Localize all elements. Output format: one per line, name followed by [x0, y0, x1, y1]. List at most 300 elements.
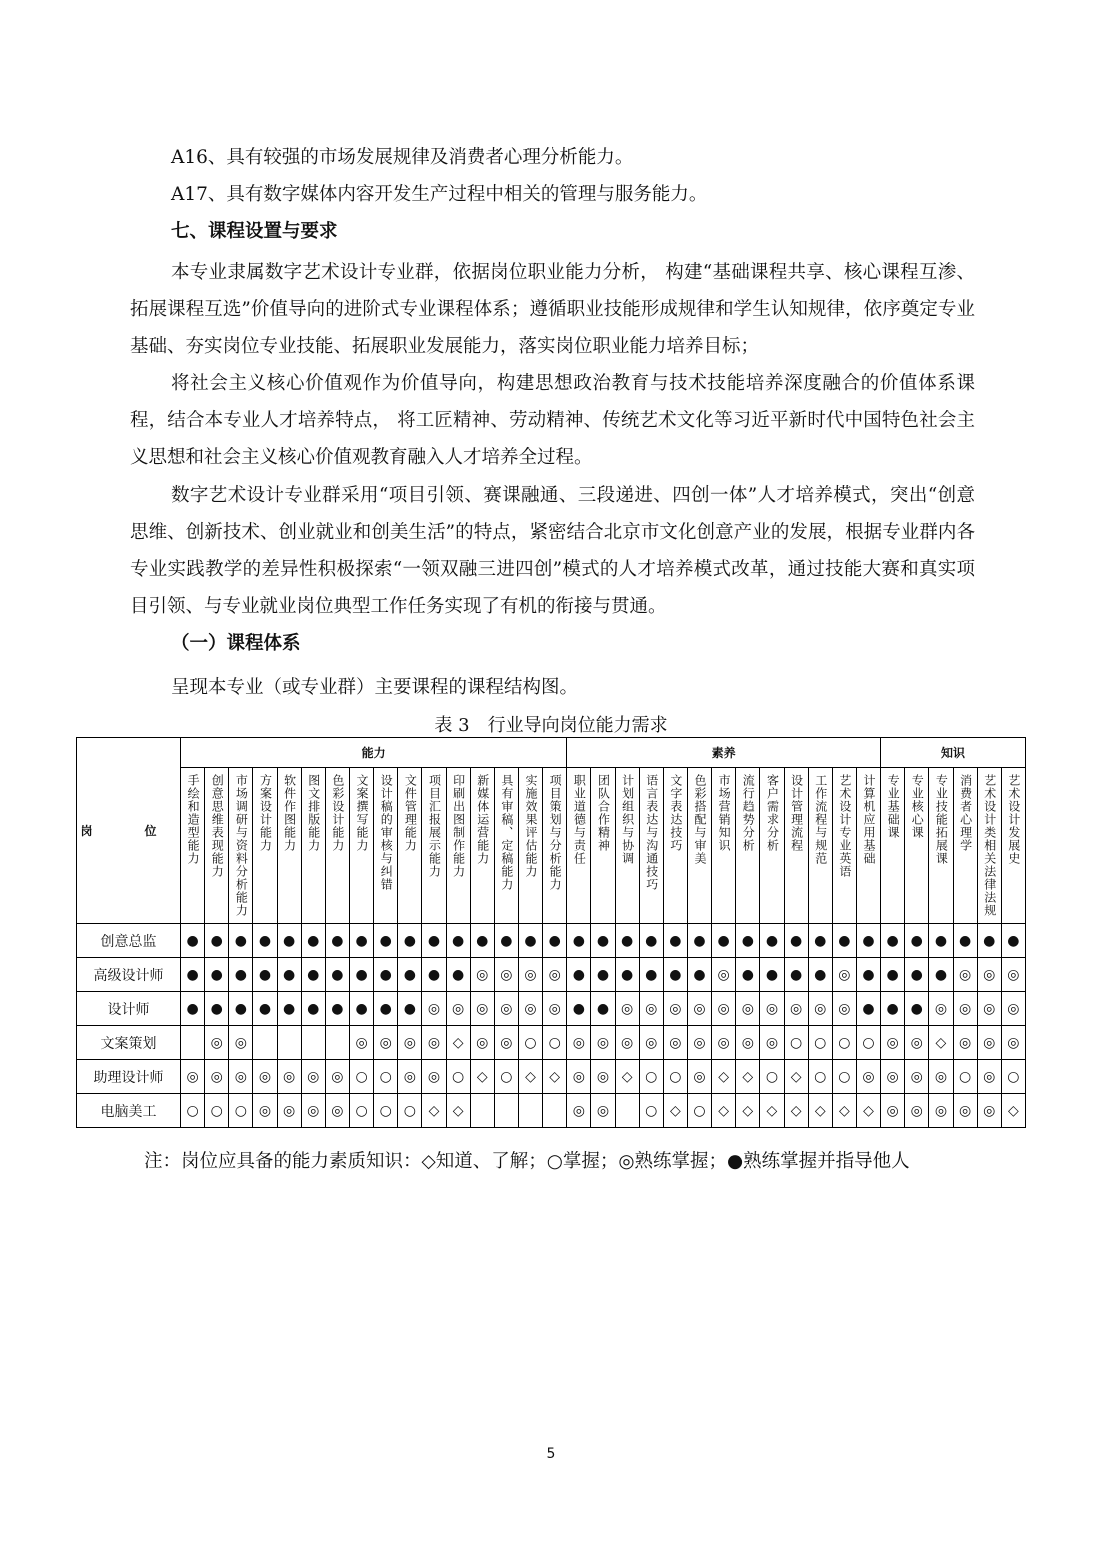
mark-cell: ◎ — [905, 1060, 929, 1094]
column-label: 项目策划与分析能力 — [548, 774, 563, 891]
mark-cell: ○ — [494, 1060, 518, 1094]
mark-cell: ◎ — [301, 1094, 325, 1128]
mark-cell: ◎ — [615, 1026, 639, 1060]
mark-cell: ◇ — [712, 1094, 736, 1128]
mark-cell: ◎ — [349, 1026, 373, 1060]
column-label: 客户需求分析 — [765, 774, 780, 852]
mark-cell: ○ — [374, 1094, 398, 1128]
column-label: 创意思维表现能力 — [210, 774, 225, 878]
mark-cell: ◇ — [760, 1094, 784, 1128]
column-header — [446, 768, 470, 924]
column-label: 手绘和造型能力 — [186, 774, 201, 865]
mark-cell: ◎ — [494, 958, 518, 992]
mark-cell: ● — [422, 958, 446, 992]
mark-cell: ◎ — [687, 992, 711, 1026]
mark-cell: ○ — [832, 1026, 856, 1060]
mark-cell: ● — [1001, 924, 1025, 958]
column-label: 具有审稿、定稿能力 — [499, 774, 514, 891]
mark-cell: ○ — [639, 1094, 663, 1128]
mark-cell: ◎ — [1001, 992, 1025, 1026]
mark-cell: ◇ — [784, 1094, 808, 1128]
mark-cell: ◇ — [784, 1060, 808, 1094]
mark-cell: ● — [929, 958, 953, 992]
mark-cell: ● — [446, 924, 470, 958]
mark-cell: ◎ — [591, 1094, 615, 1128]
column-header — [687, 768, 711, 924]
mark-cell: ◎ — [953, 992, 977, 1026]
mark-cell: ● — [977, 924, 1001, 958]
mark-cell: ● — [181, 992, 205, 1026]
mark-cell: ◇ — [1001, 1094, 1025, 1128]
ability-table — [76, 737, 1026, 1128]
mark-cell: ○ — [229, 1094, 253, 1128]
mark-cell: ◎ — [325, 1060, 349, 1094]
mark-cell: ● — [663, 924, 687, 958]
column-label: 实施效果评估能力 — [524, 774, 539, 878]
mark-cell: ◎ — [929, 1094, 953, 1128]
column-label: 计划组织与协调 — [620, 774, 635, 865]
mark-cell: ◎ — [977, 1094, 1001, 1128]
mark-cell: ● — [205, 924, 229, 958]
group-ability-header: 能力 — [181, 738, 567, 768]
mark-cell: ◎ — [639, 1026, 663, 1060]
mark-cell: ○ — [205, 1094, 229, 1128]
mark-cell: ○ — [398, 1094, 422, 1128]
column-header — [253, 768, 277, 924]
mark-cell: ● — [446, 958, 470, 992]
mark-cell: ◎ — [905, 1094, 929, 1128]
mark-cell: ◎ — [253, 1060, 277, 1094]
mark-cell: ◎ — [760, 992, 784, 1026]
mark-cell: ◇ — [543, 1060, 567, 1094]
mark-cell: ◎ — [591, 1060, 615, 1094]
mark-cell: ● — [784, 924, 808, 958]
mark-cell: ◎ — [181, 1060, 205, 1094]
column-header — [349, 768, 373, 924]
paragraph-2: 将社会主义核心价值观作为价值导向，构建思想政治教育与技术技能培养深度融合的价值体系课程，结合本专业人才培养特点， 将工匠精神、劳动精神、传统艺术文化等习近平新时代中国特色社会主义思想和社会主义核心价值观教育融入人才培养全过程。 — [130, 373, 975, 468]
mark-cell: ● — [736, 958, 760, 992]
mark-cell: ◎ — [301, 1060, 325, 1094]
mark-cell: ◎ — [881, 1060, 905, 1094]
column-label: 项目汇报展示能力 — [427, 774, 442, 878]
column-label: 色彩搭配与审美 — [693, 774, 708, 865]
mark-cell: ◎ — [808, 992, 832, 1026]
mark-cell: ◎ — [518, 992, 542, 1026]
mark-cell: ◎ — [905, 1026, 929, 1060]
mark-cell: ● — [567, 992, 591, 1026]
mark-cell: ◎ — [422, 992, 446, 1026]
mark-cell: ◎ — [422, 1026, 446, 1060]
column-label: 消费者心理学 — [958, 774, 973, 852]
column-header — [470, 768, 494, 924]
column-header — [277, 768, 301, 924]
mark-cell: ◎ — [712, 1026, 736, 1060]
column-label: 专业核心课 — [910, 774, 925, 839]
mark-cell: ◎ — [277, 1094, 301, 1128]
mark-cell — [543, 1094, 567, 1128]
mark-cell: ○ — [953, 1060, 977, 1094]
column-label: 印刷出图制作能力 — [451, 774, 466, 878]
mark-cell: ● — [905, 924, 929, 958]
page-number: 5 — [546, 1446, 556, 1462]
mark-cell: ◎ — [736, 1026, 760, 1060]
column-header — [784, 768, 808, 924]
mark-cell: ● — [567, 924, 591, 958]
mark-cell: ○ — [832, 1060, 856, 1094]
column-label: 图文排版能力 — [306, 774, 321, 852]
mark-cell: ● — [543, 924, 567, 958]
mark-cell: ◇ — [736, 1094, 760, 1128]
mark-cell: ◎ — [470, 1026, 494, 1060]
mark-cell: ○ — [518, 1026, 542, 1060]
mark-cell: ● — [856, 992, 880, 1026]
mark-cell — [518, 1094, 542, 1128]
mark-cell: ◎ — [856, 1060, 880, 1094]
item-a17: A17、具有数字媒体内容开发生产过程中相关的管理与服务能力。 — [171, 184, 708, 205]
column-label: 艺术设计类相关法律法规 — [982, 774, 997, 917]
mark-cell: ◎ — [953, 958, 977, 992]
column-header — [760, 768, 784, 924]
post-cell: 文案策划 — [77, 1026, 181, 1060]
mark-cell: ◎ — [205, 1026, 229, 1060]
mark-cell: ◎ — [953, 1094, 977, 1128]
mark-cell: ◎ — [977, 1060, 1001, 1094]
mark-cell: ◇ — [736, 1060, 760, 1094]
column-header — [205, 768, 229, 924]
mark-cell: ● — [760, 958, 784, 992]
mark-cell: ○ — [349, 1094, 373, 1128]
mark-cell: ● — [615, 958, 639, 992]
mark-cell: ◎ — [543, 958, 567, 992]
column-header — [929, 768, 953, 924]
mark-cell: ○ — [760, 1060, 784, 1094]
mark-cell: ● — [567, 958, 591, 992]
column-header — [977, 768, 1001, 924]
mark-cell: ● — [422, 924, 446, 958]
mark-cell: ● — [229, 958, 253, 992]
mark-cell: ● — [760, 924, 784, 958]
mark-cell: ● — [253, 924, 277, 958]
column-label: 专业基础课 — [886, 774, 901, 839]
paragraph-3: 数字艺术设计专业群采用“项目引领、赛课融通、三段递进、四创一体”人才培养模式，突出“创意思维、创新技术、创业就业和创美生活”的特点，紧密结合北京市文化创意产业的发展，根据专业群内各专业实践教学的差异性积极探索“一领双融三进四创”模式的人才培养模式改革，通过技能大赛和真实项目引领、与专业就业岗位典型工作任务实现了有机的衔接与贯通。 — [130, 485, 975, 617]
table-row — [77, 1026, 1026, 1060]
mark-cell: ◎ — [253, 1094, 277, 1128]
subsection-text: 呈现本专业（或专业群）主要课程的课程结构图。 — [171, 677, 579, 698]
column-header — [398, 768, 422, 924]
mark-cell: ◇ — [446, 1094, 470, 1128]
table-row — [77, 1060, 1026, 1094]
column-label: 设计管理流程 — [789, 774, 804, 852]
mark-cell — [253, 1026, 277, 1060]
mark-cell: ○ — [663, 1060, 687, 1094]
column-header — [881, 768, 905, 924]
mark-cell: ◇ — [663, 1094, 687, 1128]
mark-cell: ● — [736, 924, 760, 958]
subsection-heading: （一）课程体系 — [171, 633, 301, 654]
table-row — [77, 958, 1026, 992]
mark-cell — [615, 1094, 639, 1128]
mark-cell: ◎ — [832, 992, 856, 1026]
mark-cell: ● — [808, 924, 832, 958]
column-header — [422, 768, 446, 924]
column-label: 色彩设计能力 — [330, 774, 345, 852]
column-label: 艺术设计专业英语 — [837, 774, 852, 878]
column-header — [494, 768, 518, 924]
mark-cell: ● — [494, 924, 518, 958]
mark-cell: ● — [301, 958, 325, 992]
mark-cell: ● — [953, 924, 977, 958]
item-a16: A16、具有较强的市场发展规律及消费者心理分析能力。 — [171, 147, 634, 168]
mark-cell: ● — [181, 924, 205, 958]
mark-cell: ● — [205, 992, 229, 1026]
column-label: 团队合作精神 — [596, 774, 611, 852]
mark-cell: ◎ — [663, 1026, 687, 1060]
mark-cell: ◇ — [808, 1094, 832, 1128]
mark-cell: ○ — [639, 1060, 663, 1094]
mark-cell: ● — [687, 924, 711, 958]
mark-cell: ● — [687, 958, 711, 992]
mark-cell: ● — [905, 958, 929, 992]
mark-cell: ◎ — [1001, 958, 1025, 992]
column-header — [567, 768, 591, 924]
mark-cell: ○ — [808, 1060, 832, 1094]
mark-cell: ● — [881, 958, 905, 992]
mark-cell: ○ — [856, 1026, 880, 1060]
column-label: 方案设计能力 — [258, 774, 273, 852]
column-header — [543, 768, 567, 924]
column-label: 专业技能拓展课 — [934, 774, 949, 865]
column-label: 文案撰写能力 — [355, 774, 370, 852]
mark-cell: ● — [470, 924, 494, 958]
mark-cell: ● — [229, 924, 253, 958]
column-label: 新媒体运营能力 — [475, 774, 490, 865]
mark-cell: ◎ — [205, 1060, 229, 1094]
mark-cell: ◇ — [832, 1094, 856, 1128]
mark-cell: ● — [301, 992, 325, 1026]
mark-cell: ○ — [374, 1060, 398, 1094]
mark-cell: ◎ — [929, 992, 953, 1026]
post-header: 岗 位 — [77, 738, 181, 924]
mark-cell: ○ — [808, 1026, 832, 1060]
mark-cell: ◎ — [687, 1060, 711, 1094]
mark-cell: ◎ — [229, 1060, 253, 1094]
mark-cell: ◎ — [929, 1060, 953, 1094]
section-heading: 七、课程设置与要求 — [171, 221, 338, 242]
mark-cell: ● — [784, 958, 808, 992]
mark-cell: ◎ — [977, 1026, 1001, 1060]
mark-cell: ◎ — [591, 1026, 615, 1060]
mark-cell: ● — [929, 924, 953, 958]
column-label: 软件作图能力 — [282, 774, 297, 852]
mark-cell: ◎ — [712, 992, 736, 1026]
table-row — [77, 1094, 1026, 1128]
mark-cell: ◎ — [687, 1026, 711, 1060]
column-label: 文字表达技巧 — [668, 774, 683, 852]
mark-cell — [181, 1026, 205, 1060]
mark-cell: ● — [374, 924, 398, 958]
column-header — [712, 768, 736, 924]
mark-cell: ○ — [543, 1026, 567, 1060]
post-cell: 电脑美工 — [77, 1094, 181, 1128]
mark-cell: ◎ — [881, 1026, 905, 1060]
mark-cell: ◎ — [784, 992, 808, 1026]
mark-cell: ◎ — [398, 1060, 422, 1094]
mark-cell: ○ — [446, 1060, 470, 1094]
mark-cell: ◎ — [543, 992, 567, 1026]
mark-cell: ● — [277, 924, 301, 958]
mark-cell: ● — [712, 924, 736, 958]
column-label: 文件管理能力 — [403, 774, 418, 852]
mark-cell: ● — [518, 924, 542, 958]
table-note: 注：岗位应具备的能力素质知识：◇知道、了解；○掌握；◎熟练掌握；●熟练掌握并指导他人 — [144, 1151, 910, 1172]
column-header — [518, 768, 542, 924]
mark-cell: ◎ — [977, 958, 1001, 992]
mark-cell: ◎ — [422, 1060, 446, 1094]
table-row — [77, 924, 1026, 958]
mark-cell: ● — [832, 924, 856, 958]
column-label: 职业道德与责任 — [572, 774, 587, 865]
column-header — [615, 768, 639, 924]
mark-cell: ● — [591, 924, 615, 958]
mark-cell — [325, 1026, 349, 1060]
mark-cell: ◇ — [470, 1060, 494, 1094]
column-header — [1001, 768, 1025, 924]
mark-cell: ● — [253, 992, 277, 1026]
mark-cell: ◎ — [615, 992, 639, 1026]
mark-cell: ◇ — [929, 1026, 953, 1060]
mark-cell: ◎ — [470, 958, 494, 992]
mark-cell: ● — [639, 924, 663, 958]
column-header — [229, 768, 253, 924]
mark-cell: ○ — [181, 1094, 205, 1128]
column-label: 市场营销知识 — [717, 774, 732, 852]
mark-cell: ● — [398, 992, 422, 1026]
mark-cell: ● — [374, 992, 398, 1026]
mark-cell: ◎ — [712, 958, 736, 992]
group-quality-header: 素养 — [567, 738, 881, 768]
mark-cell: ◎ — [1001, 1026, 1025, 1060]
mark-cell — [301, 1026, 325, 1060]
mark-cell: ◎ — [277, 1060, 301, 1094]
column-header — [832, 768, 856, 924]
mark-cell: ● — [205, 958, 229, 992]
mark-cell: ◎ — [398, 1026, 422, 1060]
mark-cell — [470, 1094, 494, 1128]
mark-cell: ● — [591, 958, 615, 992]
mark-cell: ◎ — [567, 1094, 591, 1128]
column-header — [736, 768, 760, 924]
mark-cell: ◇ — [422, 1094, 446, 1128]
mark-cell: ○ — [784, 1026, 808, 1060]
mark-cell: ● — [591, 992, 615, 1026]
mark-cell: ◎ — [760, 1026, 784, 1060]
column-header — [639, 768, 663, 924]
column-label: 设计稿的审核与纠错 — [379, 774, 394, 891]
mark-cell: ● — [881, 924, 905, 958]
mark-cell: ● — [349, 958, 373, 992]
column-header — [856, 768, 880, 924]
mark-cell: ◎ — [229, 1026, 253, 1060]
post-cell: 高级设计师 — [77, 958, 181, 992]
mark-cell: ● — [349, 924, 373, 958]
column-header — [325, 768, 349, 924]
mark-cell: ◎ — [325, 1094, 349, 1128]
mark-cell: ● — [905, 992, 929, 1026]
mark-cell: ● — [615, 924, 639, 958]
mark-cell: ◎ — [567, 1026, 591, 1060]
group-knowledge-header: 知识 — [881, 738, 1026, 768]
mark-cell: ◎ — [953, 1026, 977, 1060]
table-row — [77, 992, 1026, 1026]
mark-cell: ● — [277, 958, 301, 992]
post-cell: 设计师 — [77, 992, 181, 1026]
column-header — [181, 768, 205, 924]
column-header — [591, 768, 615, 924]
mark-cell: ● — [663, 958, 687, 992]
mark-cell: ◎ — [736, 992, 760, 1026]
column-label: 计算机应用基础 — [862, 774, 876, 865]
post-cell: 助理设计师 — [77, 1060, 181, 1094]
mark-cell: ● — [374, 958, 398, 992]
column-header — [301, 768, 325, 924]
mark-cell: ● — [398, 958, 422, 992]
mark-cell: ● — [398, 924, 422, 958]
column-label: 艺术设计发展史 — [1006, 774, 1021, 865]
mark-cell: ● — [325, 992, 349, 1026]
mark-cell: ● — [349, 992, 373, 1026]
column-header — [953, 768, 977, 924]
mark-cell — [277, 1026, 301, 1060]
mark-cell: ○ — [687, 1094, 711, 1128]
mark-cell: ● — [229, 992, 253, 1026]
mark-cell: ● — [325, 958, 349, 992]
mark-cell: ● — [881, 992, 905, 1026]
column-header — [663, 768, 687, 924]
mark-cell: ◎ — [977, 992, 1001, 1026]
mark-cell: ◎ — [374, 1026, 398, 1060]
post-cell: 创意总监 — [77, 924, 181, 958]
mark-cell: ◎ — [446, 992, 470, 1026]
mark-cell: ○ — [349, 1060, 373, 1094]
mark-cell: ◎ — [567, 1060, 591, 1094]
mark-cell: ● — [856, 958, 880, 992]
mark-cell: ◎ — [881, 1094, 905, 1128]
mark-cell: ◇ — [712, 1060, 736, 1094]
mark-cell: ◇ — [856, 1094, 880, 1128]
mark-cell: ◎ — [470, 992, 494, 1026]
column-header — [808, 768, 832, 924]
mark-cell: ◎ — [494, 992, 518, 1026]
mark-cell: ● — [253, 958, 277, 992]
mark-cell: ◎ — [832, 958, 856, 992]
mark-cell — [494, 1094, 518, 1128]
mark-cell: ● — [277, 992, 301, 1026]
mark-cell: ◎ — [639, 992, 663, 1026]
column-header — [374, 768, 398, 924]
table-caption: 表 3 行业导向岗位能力需求 — [434, 715, 668, 736]
column-label: 市场调研与资料分析能力 — [234, 774, 249, 917]
mark-cell: ● — [301, 924, 325, 958]
column-label: 工作流程与规范 — [813, 774, 828, 865]
column-label: 语言表达与沟通技巧 — [644, 774, 659, 891]
mark-cell: ◇ — [615, 1060, 639, 1094]
mark-cell: ◇ — [518, 1060, 542, 1094]
mark-cell: ● — [856, 924, 880, 958]
mark-cell: ○ — [1001, 1060, 1025, 1094]
mark-cell: ◎ — [494, 1026, 518, 1060]
mark-cell: ● — [181, 958, 205, 992]
mark-cell: ● — [808, 958, 832, 992]
